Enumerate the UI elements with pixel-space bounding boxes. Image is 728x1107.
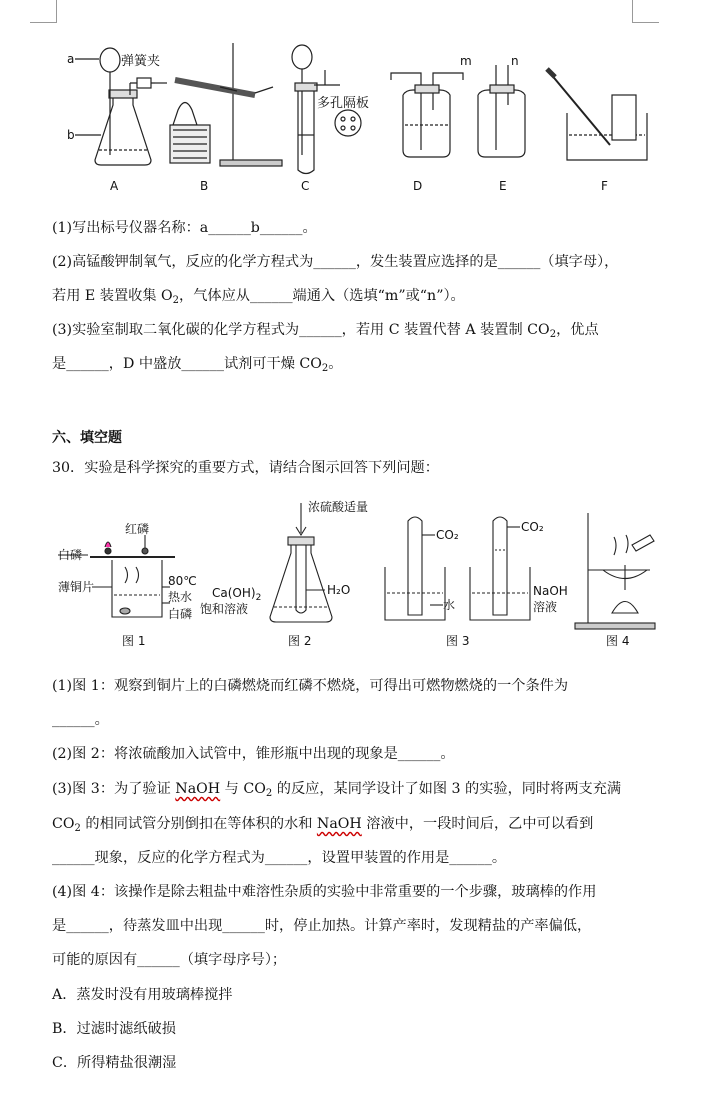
label-porous-plate: 多孔隔板	[317, 96, 370, 111]
caption-d: D	[413, 179, 423, 193]
fig3-label-water: 水	[443, 598, 456, 612]
q30-part4-line1: (4)图 4：该操作是除去粗盐中难溶性杂质的实验中非常重要的一个步骤，玻璃棒的作用	[52, 884, 597, 900]
fig1-label-white-p: 白磷	[58, 548, 83, 562]
fig1-label-red-p: 红磷	[125, 522, 150, 536]
q30-intro: 30．实验是科学探究的重要方式，请结合图示回答下列问题：	[52, 460, 439, 476]
apparatus-f	[547, 69, 647, 160]
caption-f: F	[601, 179, 608, 193]
fig1-label-temp: 80℃	[168, 574, 197, 588]
apparatus-d	[391, 73, 463, 157]
label-spring-clip: 弹簧夹	[121, 54, 161, 69]
caption-e: E	[499, 179, 507, 193]
q30-part3-line3: ______现象，反应的化学方程式为______，设置甲装置的作用是______。	[52, 850, 507, 866]
experiment-figure-q30	[50, 495, 670, 655]
fig1-label-white-p2: 白磷	[168, 607, 193, 621]
apparatus-b	[170, 43, 282, 166]
q29-part3-line2: 是______，D 中盛放______试剂可干燥 $CO_2$。	[52, 356, 343, 374]
q30-part1-line2: ______。	[52, 712, 109, 728]
q30-part4-line3: 可能的原因有______（填字母序号）；	[52, 952, 287, 968]
corner-mark-left	[30, 0, 57, 23]
q30-option-b: B．过滤时滤纸破损	[52, 1021, 176, 1037]
apparatus-figure-top	[55, 35, 655, 200]
corner-mark-right	[632, 0, 659, 23]
fig1-caption: 图 1	[122, 634, 146, 648]
fig3-label-co2-left: CO₂	[436, 528, 459, 542]
label-b: b	[67, 128, 75, 142]
fig4-apparatus	[575, 513, 655, 629]
q30-option-c: C．所得精盐很潮湿	[52, 1055, 177, 1071]
label-m: m	[460, 54, 472, 68]
q29-part1: (1)写出标号仪器名称：a______b______。	[52, 220, 317, 236]
apparatus-e	[478, 65, 525, 157]
fig3-label-solution: 溶液	[533, 600, 558, 614]
q29-part2-line2: 若用 E 装置收集 $O_2$，气体应从______端通入（选填“m”或“n”）。	[52, 288, 465, 306]
fig3-caption: 图 3	[446, 634, 470, 648]
label-a: a	[67, 52, 75, 66]
q30-part1-line1: (1)图 1：观察到铜片上的白磷燃烧而红磷不燃烧，可得出可燃物燃烧的一个条件为	[52, 678, 569, 694]
fig1-label-hot-water: 热水	[168, 590, 193, 604]
q30-option-a: A．蒸发时没有用玻璃棒搅拌	[52, 987, 233, 1003]
q30-part3-line2: $CO_2$ 的相同试管分别倒扣在等体积的水和 NaOH 溶液中，一段时间后，乙中可以看到	[52, 816, 594, 834]
q30-part3-line1: (3)图 3：为了验证 NaOH 与 $CO_2$ 的反应，某同学设计了如图 3 的实验，同时将两支充满	[52, 781, 622, 799]
q29-part3-line1: (3)实验室制取二氧化碳的化学方程式为______，若用 C 装置代替 A 装置制 $CO_2$，优点	[52, 322, 599, 340]
q29-part2-line1: (2)高锰酸钾制氧气，反应的化学方程式为______，发生装置应选择的是______（填字母），	[52, 254, 619, 270]
fig2-label-caoh: $Ca(OH)_2$	[212, 586, 262, 603]
fig2-label-h2o: H₂O	[327, 583, 351, 597]
label-n: n	[511, 54, 519, 68]
fig1-label-copper: 薄铜片	[58, 580, 95, 594]
caption-a: A	[110, 179, 119, 193]
caption-b: B	[200, 179, 209, 193]
fig2-label-acid: 浓硫酸适量	[308, 500, 369, 514]
fig2-label-sat: 饱和溶液	[200, 602, 249, 616]
fig3-label-co2-right: CO₂	[521, 520, 544, 534]
fig4-caption: 图 4	[606, 634, 630, 648]
fig2-apparatus	[270, 503, 332, 622]
caption-c: C	[301, 179, 310, 193]
q30-part4-line2: 是______，待蒸发皿中出现______时，停止加热。计算产率时，发现精盐的产率偏低，	[52, 918, 592, 934]
section-title: 六、填空题	[52, 430, 122, 446]
fig2-caption: 图 2	[288, 634, 312, 648]
fig3-label-naoh: NaOH	[533, 584, 568, 598]
q30-part2: (2)图 2：将浓硫酸加入试管中，锥形瓶中出现的现象是______。	[52, 746, 455, 762]
